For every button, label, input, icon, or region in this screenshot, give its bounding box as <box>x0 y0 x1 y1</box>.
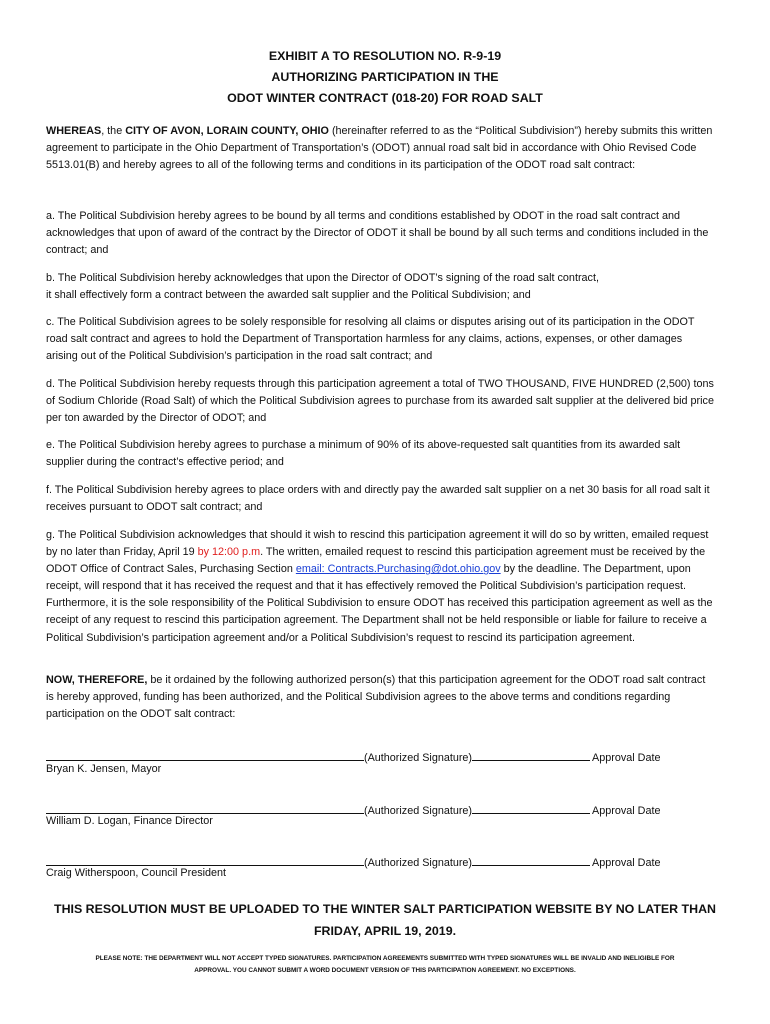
date-blank[interactable] <box>472 749 590 761</box>
approval-date-label: Approval Date <box>592 805 661 817</box>
clause-c: c. The Political Subdivision agrees to be solely responsible for resolving all claims or disputes arising out of its participation in the ODOT road salt contract and agrees to hold the Department of Transportation harmless for any claims, actions, expenses, or other damages arising out of the Political Subdivision’s participation in the road salt contract; and <box>46 316 695 363</box>
clause-b-line-1: b. The Political Subdivision hereby acknowledges that upon the Director of ODOT’s signing of the road salt contract, <box>46 272 599 284</box>
upload-deadline-line-1: THIS RESOLUTION MUST BE UPLOADED TO THE WINTER SALT PARTICIPATION WEBSITE BY NO LATER THAN <box>54 902 716 916</box>
clause-g <box>46 527 714 647</box>
contracts-email-link[interactable]: email: Contracts.Purchasing@dot.ohio.gov <box>295 563 501 576</box>
date-blank[interactable] <box>472 854 590 866</box>
whereas-paragraph <box>46 123 714 174</box>
therefore-paragraph <box>46 672 714 723</box>
entity-name: CITY OF AVON, LORAIN COUNTY, OHIO <box>125 125 329 137</box>
whereas-lead: WHEREAS <box>46 125 102 137</box>
approval-date-label: Approval Date <box>592 752 661 764</box>
title-line-3: ODOT WINTER CONTRACT (018-20) FOR ROAD SALT <box>227 91 543 105</box>
signature-blank[interactable] <box>46 802 364 814</box>
approval-date-label: Approval Date <box>592 857 661 869</box>
signature-line-1 <box>46 749 726 764</box>
title-line-2: AUTHORIZING PARTICIPATION IN THE <box>271 70 499 84</box>
typed-signature-note-line-2: APPROVAL. YOU CANNOT SUBMIT A WORD DOCUMENT VERSION OF THIS PARTICIPATION AGREEMENT. NO EXCEPTIONS. <box>194 967 576 974</box>
deadline-time: by 12:00 p.m <box>197 546 261 559</box>
therefore-text: be it ordained by the following authorized person(s) that this participation agreement for the ODOT road salt contract is hereby approved, funding has been authorized, and the Political Subdivision agrees to the above terms and conditions regarding participation on the ODOT salt contract: <box>46 674 706 721</box>
signer-name-2: William D. Logan, Finance Director <box>46 815 213 827</box>
typed-signature-note-line-1: PLEASE NOTE: THE DEPARTMENT WILL NOT ACCEPT TYPED SIGNATURES. PARTICIPATION AGREEMENTS SUBMITTED WITH TYPED SIGNATURES WILL BE INVALID AND INELIGIBLE FOR <box>95 955 675 962</box>
clause-g-text-3: by the deadline. The Department, upon receipt, will respond that it has received the request and that it has effectively removed the Political Subdivision’s participation request. Furthermore, it is the sole responsibility of the Political Subdivision to ensure ODOT has received this participation agreement as well as the receipt of any request to rescind this participation agreement. The Department shall not be held responsible or liable for failure to receive a Political Subdivision’s participation agreement and/or a Political Subdivision’s request to rescind its participation agreement. <box>46 563 713 644</box>
clause-g-text-2: . The written, emailed request to rescind this participation agreement must be received by the ODOT Office of Contract Sales, Purchasing Section <box>46 546 706 576</box>
signer-name-1: Bryan K. Jensen, Mayor <box>46 763 162 775</box>
whereas-text-1: , the <box>101 125 126 137</box>
therefore-lead: NOW, THEREFORE, <box>46 674 148 686</box>
clause-a: a. The Political Subdivision hereby agrees to be bound by all terms and conditions established by ODOT in the road salt contract and acknowledges that upon of award of the contract by the Director of ODOT it shall be bound by all such terms and conditions included in the contract; and <box>46 210 709 257</box>
signature-label: (Authorized Signature) <box>364 752 473 764</box>
upload-deadline-line-2: FRIDAY, APRIL 19, 2019. <box>313 924 457 938</box>
title-line-1: EXHIBIT A TO RESOLUTION NO. R-9-19 <box>268 49 502 63</box>
whereas-text-2: (hereinafter referred to as the “Political Subdivision”) hereby submits this written agreement to participate in the Ohio Department of Transportation’s (ODOT) annual road salt bid in accordance with Ohio Revised Code 5513.01(B) and hereby agrees to all of the following terms and conditions in its participation of the ODOT road salt contract: <box>46 125 713 172</box>
signature-label: (Authorized Signature) <box>364 805 473 817</box>
clause-b <box>46 270 714 304</box>
clause-e: e. The Political Subdivision hereby agrees to purchase a minimum of 90% of its above-requested salt quantities from its awarded salt supplier during the contract’s effective period; and <box>46 439 681 469</box>
signature-label: (Authorized Signature) <box>364 857 473 869</box>
signature-blank[interactable] <box>46 749 364 761</box>
signature-blank[interactable] <box>46 854 364 866</box>
clause-g-text-1: g. The Political Subdivision acknowledges that should it wish to rescind this participation agreement it will do so by written, emailed request by no later than Friday, April 19 <box>46 529 709 559</box>
signer-name-3: Craig Witherspoon, Council President <box>46 867 227 879</box>
clause-d: d. The Political Subdivision hereby requests through this participation agreement a total of TWO THOUSAND, FIVE HUNDRED (2,500) tons of Sodium Chloride (Road Salt) of which the Political Subdivision agrees to purchase from its awarded salt supplier at the delivered bid price per ton awarded by the Director of ODOT; and <box>46 378 714 425</box>
date-blank[interactable] <box>472 802 590 814</box>
clause-b-line-2: it shall effectively form a contract between the awarded salt supplier and the Political Subdivision; and <box>46 289 531 302</box>
clause-f: f. The Political Subdivision hereby agrees to place orders with and directly pay the awarded salt supplier on a net 30 basis for all road salt it receives pursuant to ODOT salt contract; and <box>46 484 710 514</box>
